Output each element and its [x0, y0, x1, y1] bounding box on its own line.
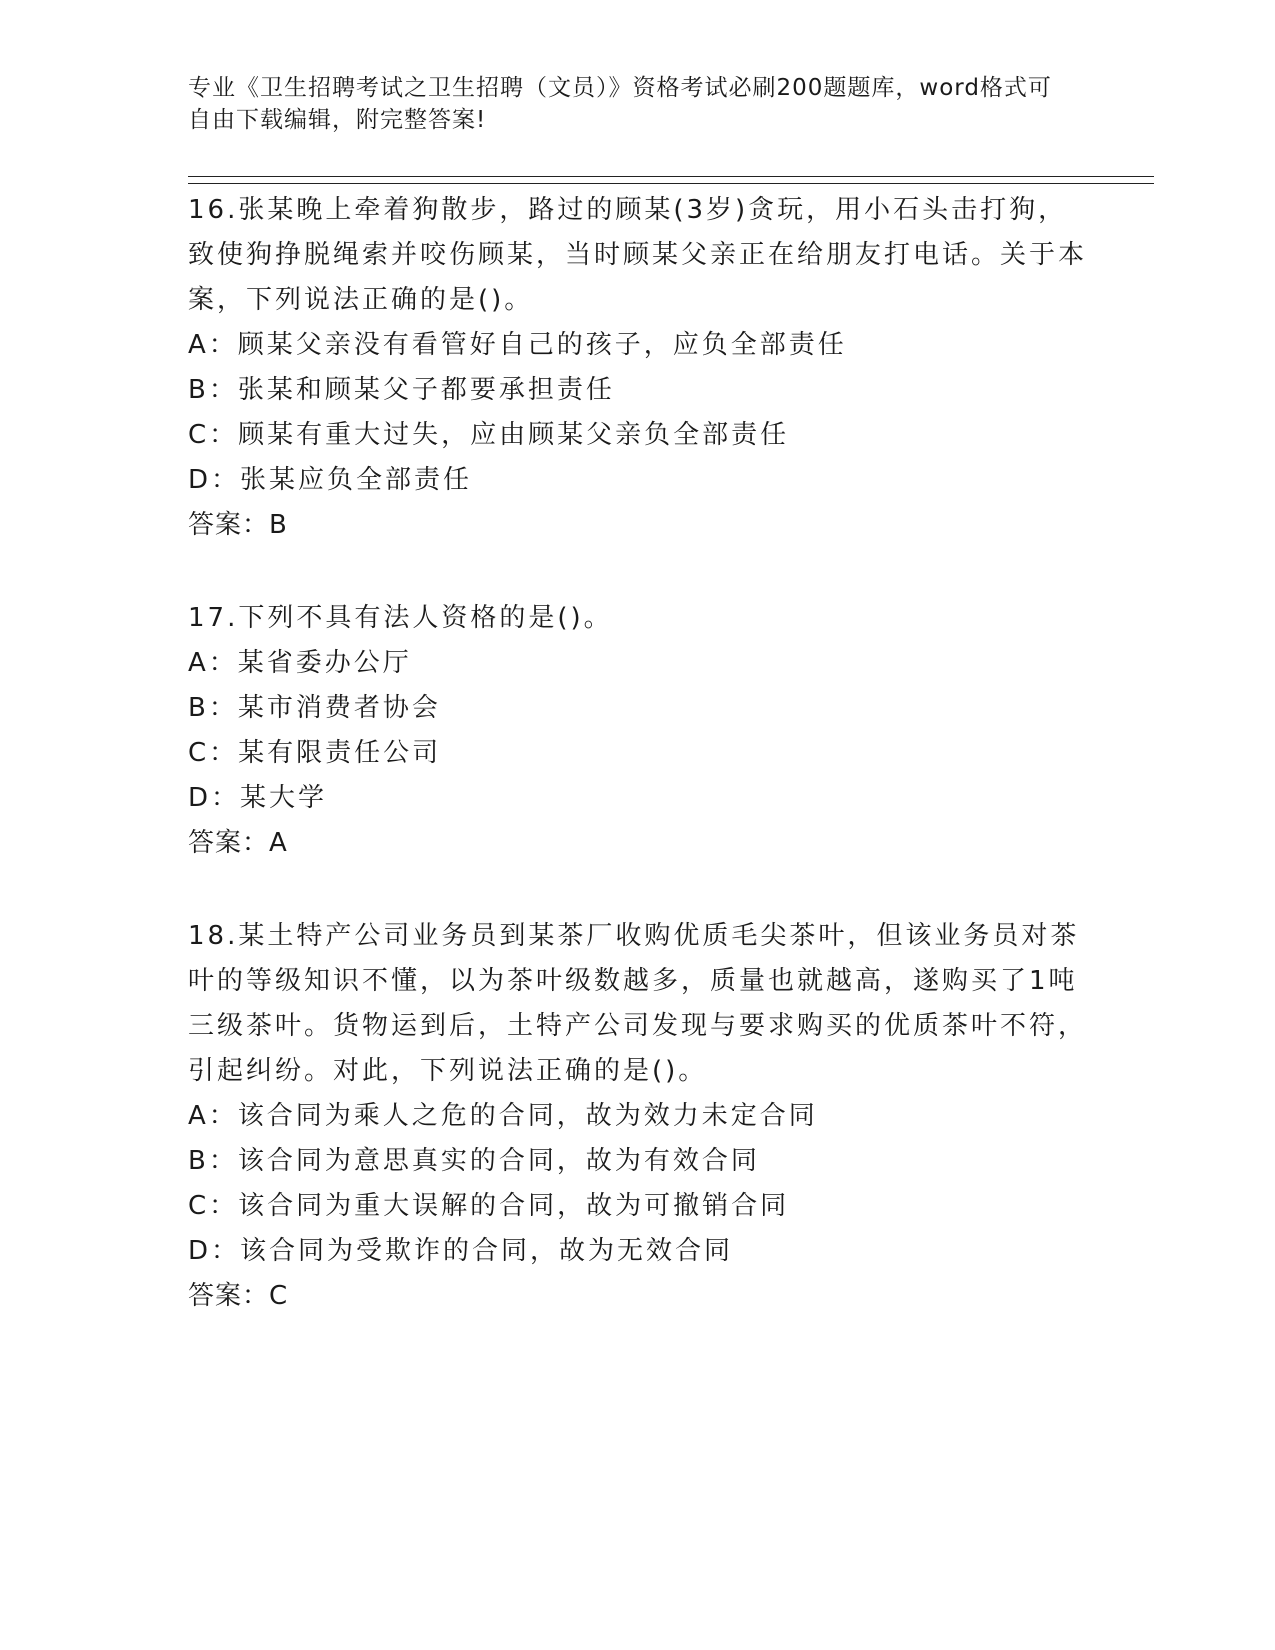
option-b: B：该合同为意思真实的合同，故为有效合同	[188, 1146, 760, 1176]
document-header: 专业《卫生招聘考试之卫生招聘（文员）》资格考试必刷200题题库，word格式可自由下载编辑，附完整答案!	[188, 75, 1052, 133]
option-d: D：张某应负全部责任	[188, 465, 473, 495]
header-divider-top	[188, 176, 1154, 177]
option-c: C：某有限责任公司	[188, 738, 442, 768]
option-d: D：该合同为受欺诈的合同，故为无效合同	[188, 1236, 734, 1266]
question-16	[188, 188, 1088, 548]
question-18	[188, 914, 1088, 1319]
question-stem: 17.下列不具有法人资格的是()。	[188, 603, 613, 633]
option-b: B：张某和顾某父子都要承担责任	[188, 375, 615, 405]
option-c: C：该合同为重大误解的合同，故为可撤销合同	[188, 1191, 790, 1221]
option-c: C：顾某有重大过失，应由顾某父亲负全部责任	[188, 420, 790, 450]
option-b: B：某市消费者协会	[188, 693, 441, 723]
header-divider-bottom	[188, 183, 1154, 184]
answer-line: 答案：B	[188, 510, 288, 540]
answer-line: 答案：C	[188, 1281, 289, 1311]
answer-line: 答案：A	[188, 828, 288, 858]
option-d: D：某大学	[188, 783, 328, 813]
question-stem: 18.某土特产公司业务员到某茶厂收购优质毛尖茶叶，但该业务员对茶叶的等级知识不懂，以为茶叶级数越多，质量也就越高，遂购买了1吨三级茶叶。货物运到后，土特产公司发现与要求购买的优质茶叶不符，引起纠纷。对此，下列说法正确的是()。	[188, 921, 1088, 1086]
question-stem: 16.张某晚上牵着狗散步，路过的顾某(3岁)贪玩，用小石头击打狗，致使狗挣脱绳索并咬伤顾某，当时顾某父亲正在给朋友打电话。关于本案，下列说法正确的是()。	[188, 195, 1088, 315]
option-a: A：该合同为乘人之危的合同，故为效力未定合同	[188, 1101, 818, 1131]
option-a: A：顾某父亲没有看管好自己的孩子，应负全部责任	[188, 330, 847, 360]
option-a: A：某省委办公厅	[188, 648, 412, 678]
question-17	[188, 596, 1088, 866]
